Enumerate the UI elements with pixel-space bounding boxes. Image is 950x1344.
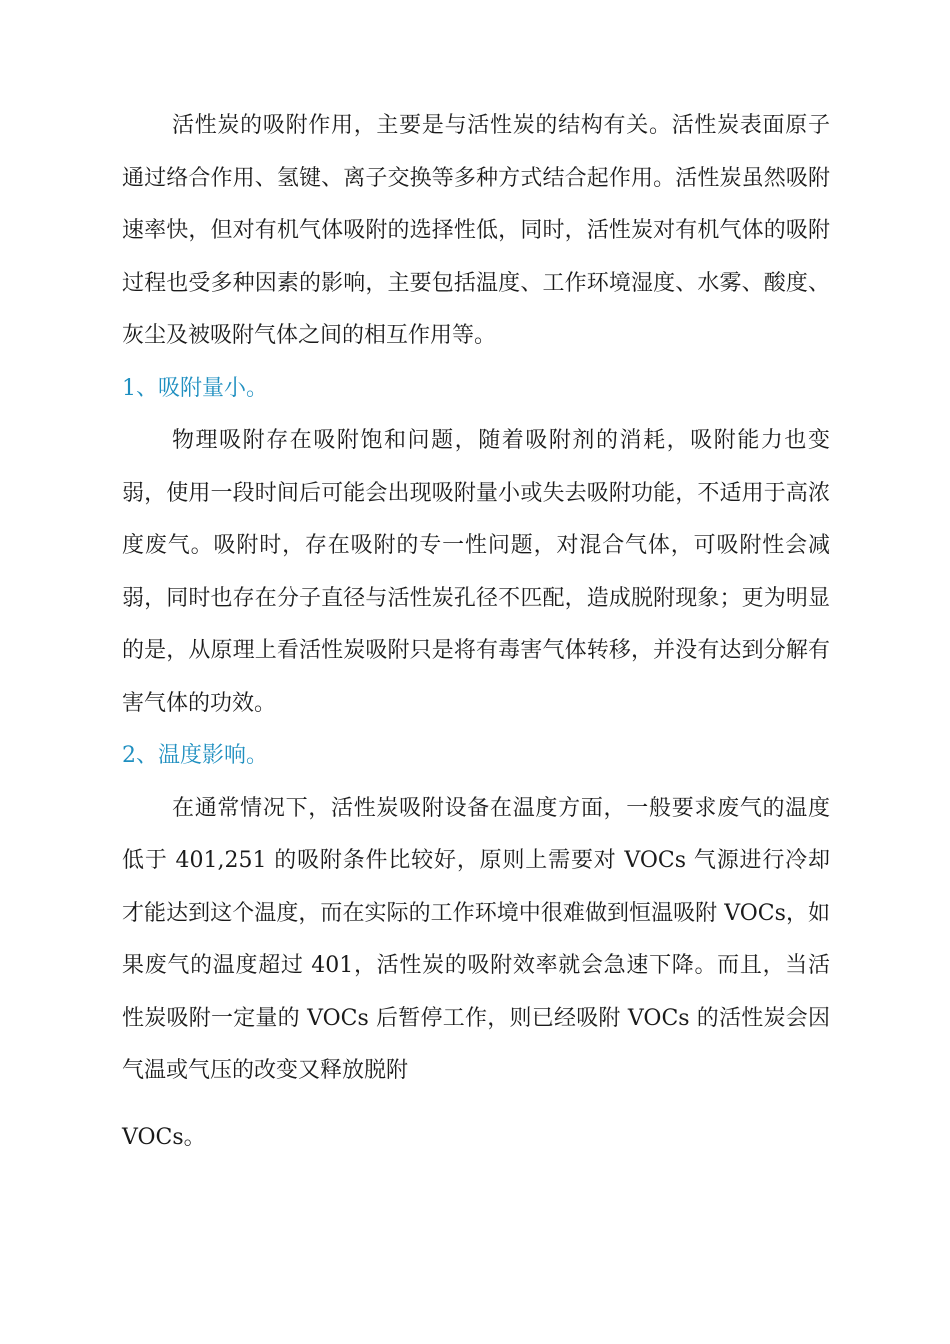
intro-paragraph: 活性炭的吸附作用，主要是与活性炭的结构有关。活性炭表面原子通过络合作用、氢键、离子交换等多种方式结合起作用。活性炭虽然吸附速率快，但对有机气体吸附的选择性低，同时，活性炭对有机气体的吸附过程也受多种因素的影响，主要包括温度、工作环境湿度、水雾、酸度、灰尘及被吸附气体之间的相互作用等。 (122, 113, 830, 348)
document-page (122, 100, 830, 1164)
section-2-heading: 2、温度影响。 (122, 743, 268, 768)
section-2-paragraph: 在通常情况下，活性炭吸附设备在温度方面，一般要求废气的温度低于 401,251 的吸附条件比较好，原则上需要对 VOCs 气源进行冷却才能达到这个温度，而在实际的工作环境中很难做到恒温吸附 VOCs，如果废气的温度超过 401，活性炭的吸附效率就会急速下降。而且，当活性炭吸附一定量的 VOCs 后暂停工作，则已经吸附 VOCs 的活性炭会因气温或气压的改变又释放脱附 (122, 795, 830, 1083)
section-1-paragraph: 物理吸附存在吸附饱和问题，随着吸附剂的消耗，吸附能力也变弱，使用一段时间后可能会出现吸附量小或失去吸附功能，不适用于高浓度废气。吸附时，存在吸附的专一性问题，对混合气体，可吸附性会减弱，同时也存在分子直径与活性炭孔径不匹配，造成脱附现象；更为明显的是，从原理上看活性炭吸附只是将有毒害气体转移，并没有达到分解有害气体的功效。 (122, 428, 830, 716)
section-1-heading: 1、吸附量小。 (122, 375, 268, 401)
section-2-tail-line: VOCs。 (122, 1124, 206, 1150)
